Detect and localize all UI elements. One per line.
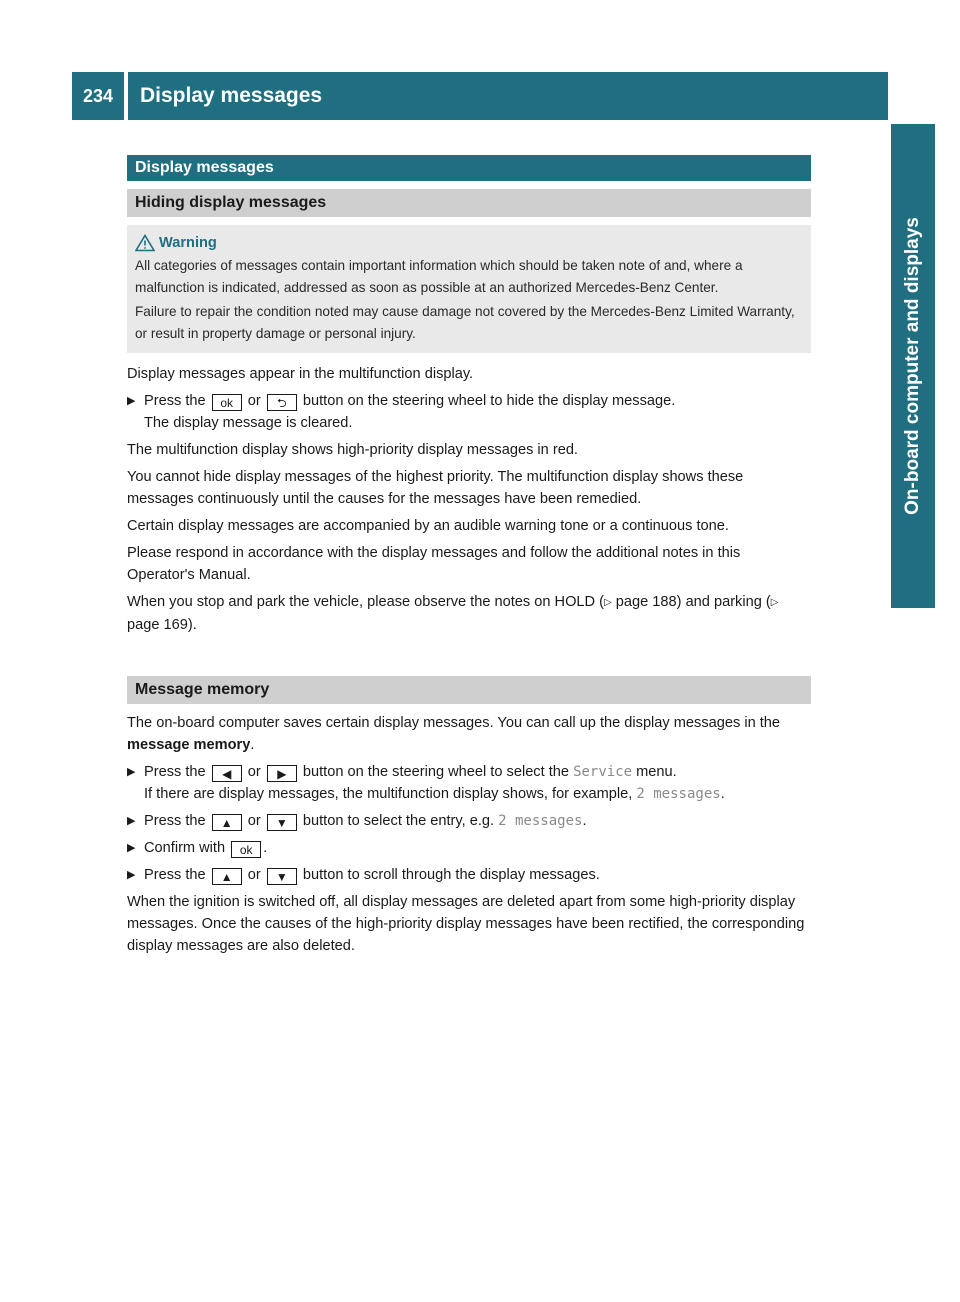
left-key-icon: ◀ [212,765,242,782]
ok-key-icon: ok [212,394,242,411]
display-text: 2 messages [636,786,721,802]
page-ref-link[interactable]: page 188) and parking ( [615,594,771,610]
step-text: button to select the entry, e.g. [302,813,495,829]
memory-intro [127,712,811,756]
memory-outro: When the ignition is switched off, all display messages are deleted apart from some high-priority display messages. Once the causes of the high-priority display messages have been rectified, the corresponding display messages are also deleted. [127,894,805,954]
page-number: 234 [72,72,124,120]
up-key-icon: ▲ [212,868,242,885]
step-result-text: If there are display messages, the multifunction display shows, for example, [144,786,633,802]
down-key-icon: ▼ [267,814,297,831]
step-text: Press the [144,813,206,829]
menu-name: Service [573,764,633,780]
step-text: Press the [144,867,206,883]
warning-header [135,231,803,255]
para-stop [127,591,811,636]
memory-intro-text: The on-board computer saves certain display messages. You can call up the display messages in the [127,715,781,731]
step-arrow-icon: ▶ [127,815,136,827]
step-result [144,783,811,805]
step-text: Confirm with [144,840,226,856]
content-column [127,155,811,962]
step-text: or [247,867,261,883]
step-text: or [247,813,261,829]
page-header-title: Display messages [128,72,888,120]
side-tab-label: On-board computer and displays [902,217,923,515]
warning-text-2: Failure to repair the condition noted may cause damage not covered by the Mercedes-Benz Limited Warranty, or result in property damage or personal injury. [135,304,795,341]
side-tab-label-wrapper [891,124,935,608]
warning-text-1: All categories of messages contain important information which should be taken note of and, where a malfunction is indicated, addressed as soon as possible at an authorized Mercedes-Benz Center. [135,258,743,295]
step-text: Press the [144,764,206,780]
warning-label: Warning [159,235,217,251]
step-text: or [247,393,261,409]
page-ref-icon: ▷ [604,597,612,608]
warning-triangle-icon [135,234,155,252]
subsection-title-memory: Message memory [127,676,811,704]
page-ref-link[interactable]: page 169). [127,617,197,633]
para-highest: You cannot hide display messages of the highest priority. The multifunction display shows these messages continuously until the causes for the messages have been remedied. [127,469,744,507]
step-text: . [263,840,268,856]
para-tone: Certain display messages are accompanied by an audible warning tone or a continuous tone. [127,518,729,534]
step-result: The display message is cleared. [144,415,353,431]
step-text: Press the [144,393,206,409]
step-text: or [247,764,261,780]
subsection-title-hiding: Hiding display messages [127,189,811,217]
section-title: Display messages [127,155,811,181]
page-ref-icon: ▷ [770,597,779,608]
step-text: button on the steering wheel to hide the display message. [302,393,676,409]
para-respond: Please respond in accordance with the display messages and follow the additional notes in this Operator's Manual. [127,545,741,583]
memory-intro-end: . [250,737,255,753]
memory-step-4 [127,864,811,886]
memory-intro-bold: message memory [127,737,251,753]
down-key-icon: ▼ [267,868,297,885]
up-key-icon: ▲ [212,814,242,831]
warning-box [127,225,811,353]
step-text: button to scroll through the display messages. [302,867,600,883]
step-result-end: . [720,786,725,802]
step-arrow-icon: ▶ [127,842,136,854]
step-arrow-icon: ▶ [127,395,136,407]
hiding-step-1 [127,390,811,434]
para-stop-text: When you stop and park the vehicle, please observe the notes on HOLD ( [127,594,605,610]
hiding-intro: Display messages appear in the multifunction display. [127,366,474,382]
right-key-icon: ▶ [267,765,297,782]
ok-key-icon: ok [231,841,261,858]
step-text: menu. [636,764,677,780]
step-arrow-icon: ▶ [127,869,136,881]
memory-step-2 [127,810,811,832]
step-text: button on the steering wheel to select the [302,764,569,780]
step-arrow-icon: ▶ [127,766,136,778]
memory-step-1 [127,761,811,805]
memory-step-3 [127,837,811,859]
para-red: The multifunction display shows high-priority display messages in red. [127,442,578,458]
back-key-icon: ⮌ [267,394,297,411]
step-text: . [582,813,587,829]
display-text: 2 messages [498,813,583,829]
